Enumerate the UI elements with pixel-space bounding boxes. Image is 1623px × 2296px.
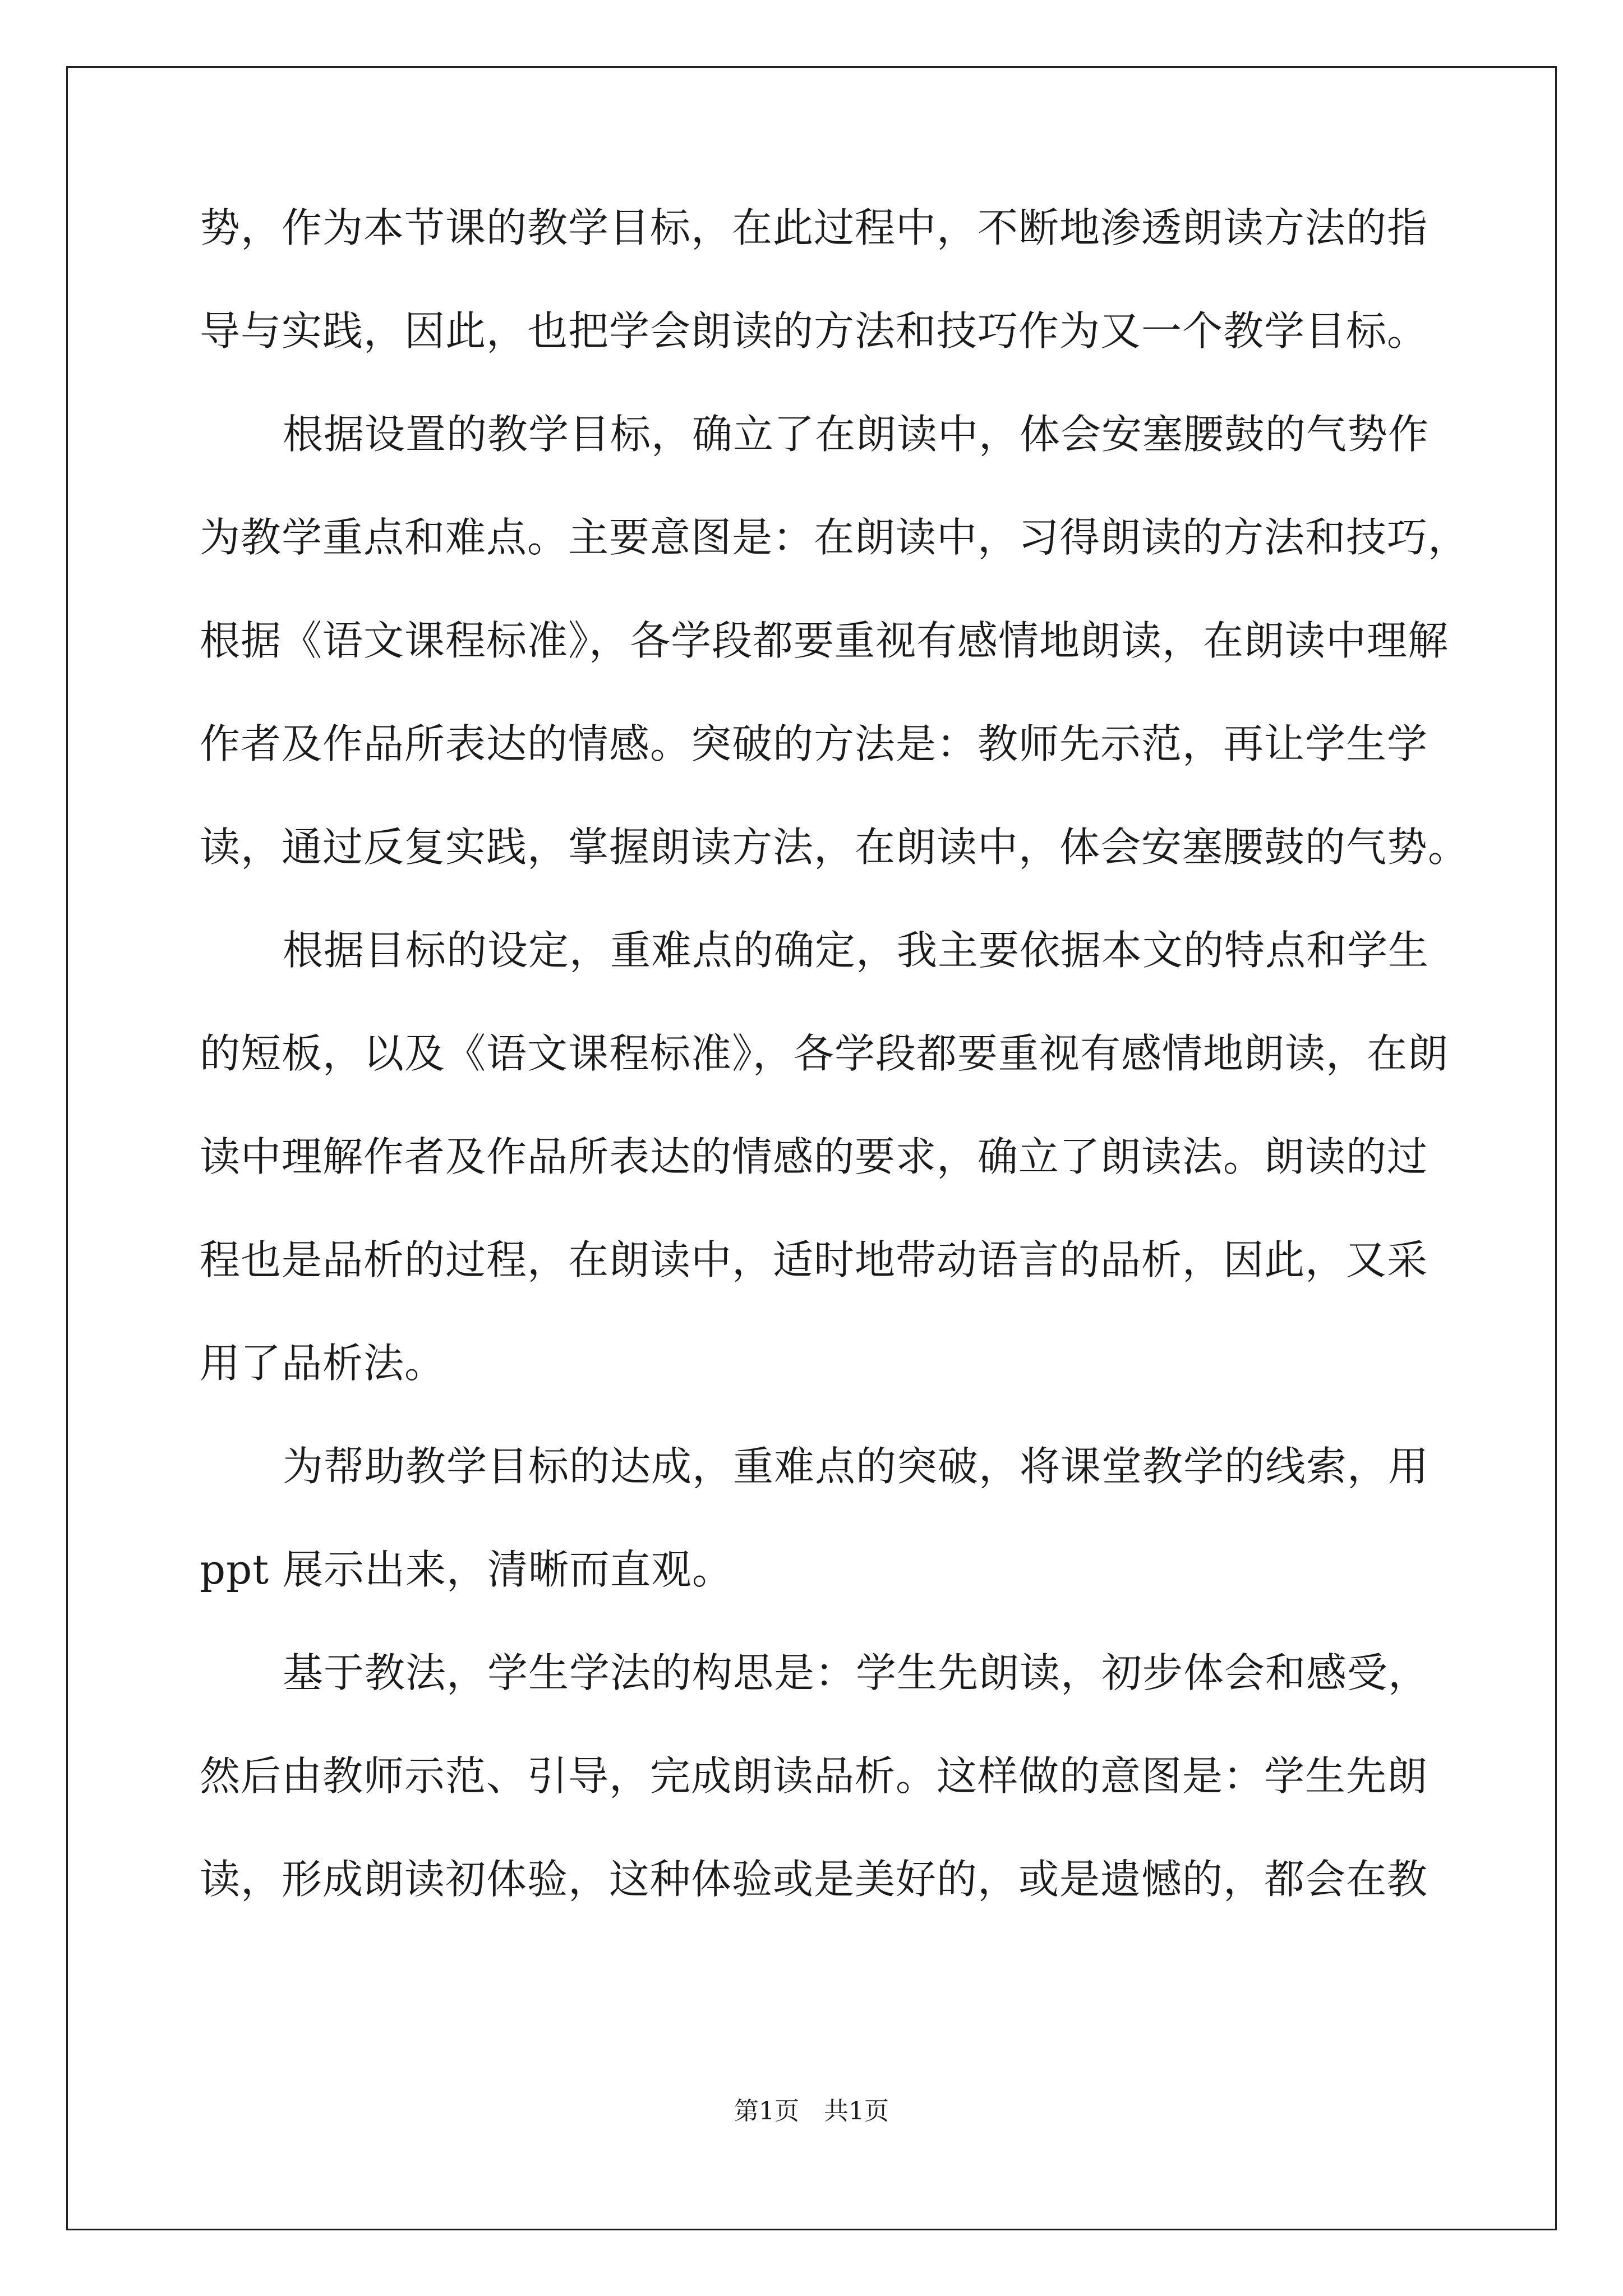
text-line: 的短板，以及《语文课程标准》，各学段都要重视有感情地朗读，在朗 (200, 1030, 1449, 1077)
text-line: 导与实践，因此，也把学会朗读的方法和技巧作为又一个教学目标。 (200, 307, 1428, 355)
document-body (200, 204, 1469, 1962)
text-line: 读，通过反复实践，掌握朗读方法，在朗读中，体会安塞腰鼓的气势。 (200, 823, 1469, 871)
text-line: 势，作为本节课的教学目标，在此过程中，不断地渗透朗读方法的指 (200, 204, 1428, 251)
text-line: 根据设置的教学目标，确立了在朗读中，体会安塞腰鼓的气势作 (283, 411, 1430, 458)
text-line: ppt 展示出来，清晰而直观。 (200, 1546, 734, 1593)
text-line: 根据《语文课程标准》，各学段都要重视有感情地朗读，在朗读中理解 (200, 617, 1449, 664)
text-line: 读，形成朗读初体验，这种体验或是美好的，或是遗憾的，都会在教 (200, 1856, 1428, 1903)
text-line: 为帮助教学目标的达成，重难点的突破，将课堂教学的线索，用 (283, 1443, 1430, 1490)
text-line: 程也是品析的过程，在朗读中，适时地带动语言的品析，因此，又采 (200, 1236, 1428, 1283)
page-number: 第1页 (734, 2097, 799, 2125)
text-line: 然后由教师示范、引导，完成朗读品析。这样做的意图是：学生先朗 (200, 1752, 1428, 1800)
page-footer (0, 2099, 1623, 2124)
text-line: 基于教法，学生学法的构思是：学生先朗读，初步体会和感受， (283, 1649, 1430, 1696)
text-line: 读中理解作者及作品所表达的情感的要求，确立了朗读法。朗读的过 (200, 1133, 1428, 1180)
page-total: 共1页 (824, 2097, 889, 2125)
text-line: 为教学重点和难点。主要意图是：在朗读中，习得朗读的方法和技巧， (200, 514, 1469, 561)
text-line: 根据目标的设定，重难点的确定，我主要依据本文的特点和学生 (283, 927, 1430, 974)
text-line: 用了品析法。 (200, 1340, 446, 1387)
text-line: 作者及作品所表达的情感。突破的方法是：教师先示范，再让学生学 (200, 720, 1428, 767)
